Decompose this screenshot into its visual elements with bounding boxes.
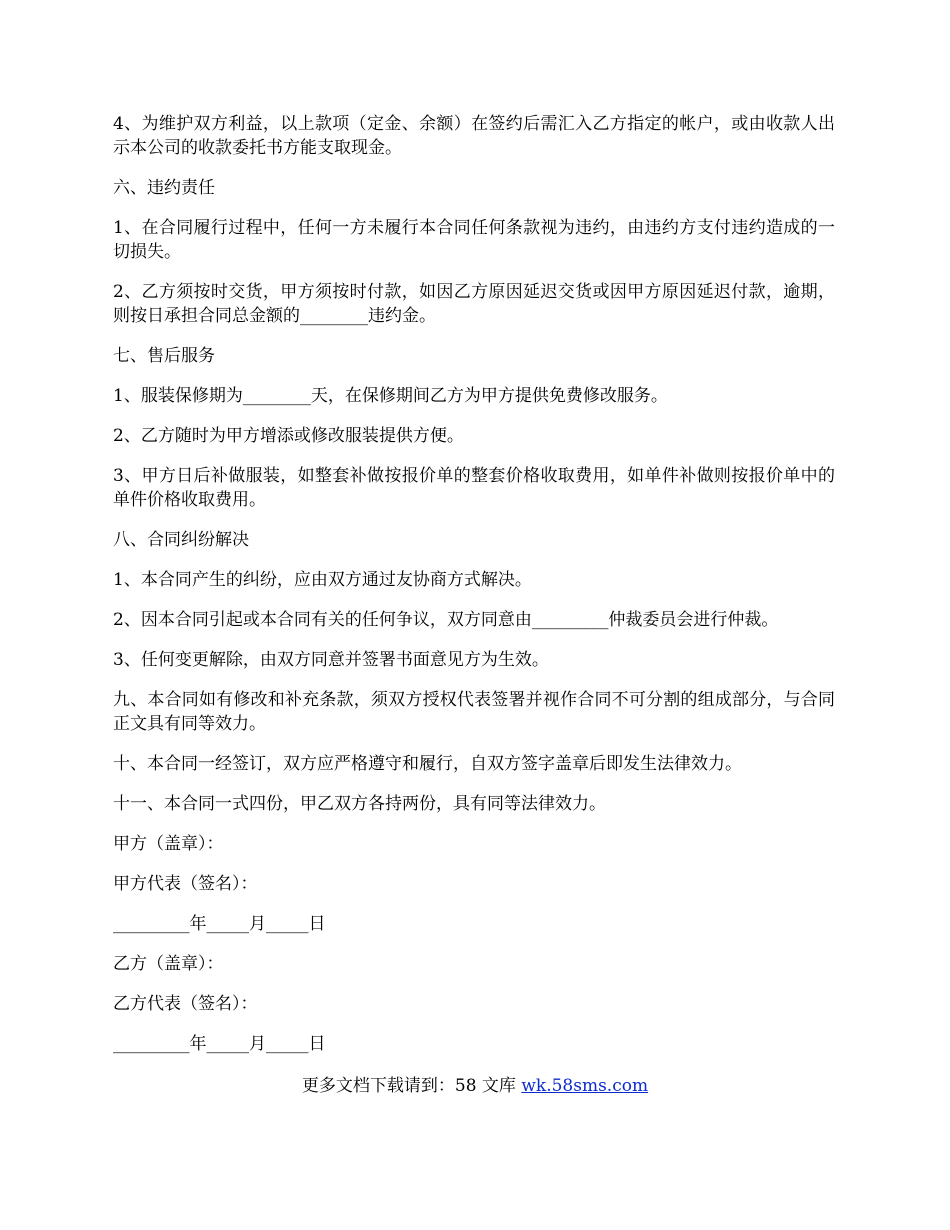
paragraph: 2、乙方随时为甲方增添或修改服装提供方便。 (113, 426, 464, 446)
paragraph: 1、在合同履行过程中，任何一方未履行本合同任何条款视为违约，由违约方支付违约造成的一切损失。 (113, 218, 835, 262)
paragraph: 2、乙方须按时交货，甲方须按时付款，如因乙方原因延迟交货或因甲方原因延迟付款，逾期，则按日承担合同总金额的________违约金。 (113, 282, 835, 326)
paragraph: 十、本合同一经签订，双方应严格遵守和履行，自双方签字盖章后即发生法律效力。 (113, 754, 742, 774)
paragraph: 3、甲方日后补做服装，如整套补做按报价单的整套价格收取费用，如单件补做则按报价单中的单件价格收取费用。 (113, 466, 835, 510)
paragraph: 4、为维护双方利益，以上款项（定金、余额）在签约后需汇入乙方指定的帐户，或由收款人出示本公司的收款委托书方能支取现金。 (113, 114, 835, 158)
section-heading: 七、售后服务 (113, 346, 215, 366)
signature-party-b-date: _________年_____月_____日 (113, 1034, 326, 1054)
paragraph: 九、本合同如有修改和补充条款，须双方授权代表签署并视作合同不可分割的组成部分，与合同正文具有同等效力。 (113, 690, 835, 734)
paragraph: 2、因本合同引起或本合同有关的任何争议，双方同意由_________仲裁委员会进行仲裁。 (113, 610, 779, 630)
signature-party-b-rep: 乙方代表（签名）： (113, 994, 258, 1014)
footer-text: 更多文档下载请到：58 文库 (301, 1076, 522, 1096)
paragraph: 1、服装保修期为________天，在保修期间乙方为甲方提供免费修改服务。 (113, 386, 668, 406)
signature-party-a-date: _________年_____月_____日 (113, 914, 326, 934)
paragraph: 十一、本合同一式四份，甲乙双方各持两份，具有同等法律效力。 (113, 794, 606, 814)
document-body (113, 112, 835, 1072)
download-footer (0, 1074, 950, 1098)
signature-party-a-rep: 甲方代表（签名）： (113, 874, 258, 894)
paragraph: 1、本合同产生的纠纷，应由双方通过友协商方式解决。 (113, 570, 532, 590)
section-heading: 六、违约责任 (113, 178, 215, 198)
signature-party-b-seal: 乙方（盖章）： (113, 954, 224, 974)
signature-party-a-seal: 甲方（盖章）： (113, 834, 224, 854)
paragraph: 3、任何变更解除，由双方同意并签署书面意见方为生效。 (113, 650, 549, 670)
footer-link[interactable]: wk.58sms.com (521, 1076, 649, 1096)
section-heading: 八、合同纠纷解决 (113, 530, 249, 550)
